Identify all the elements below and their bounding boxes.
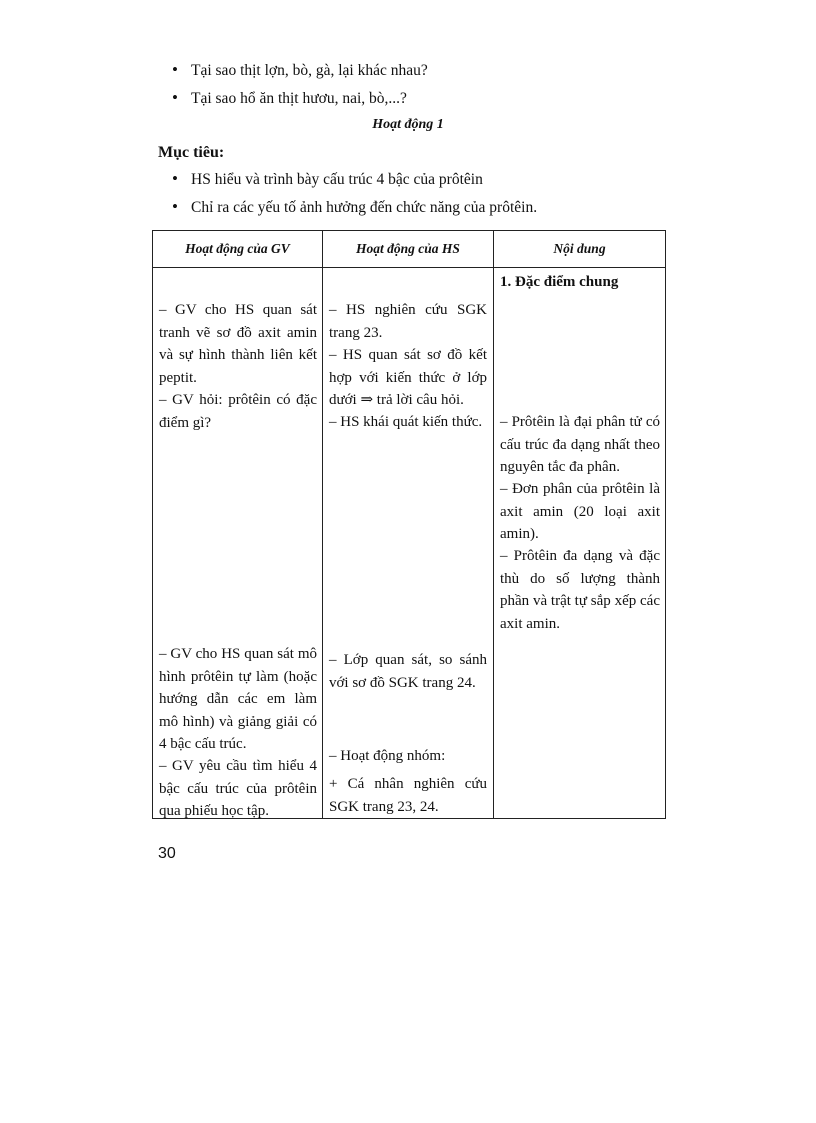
student-step: – Lớp quan sát, so sánh với sơ đồ SGK trang 24. xyxy=(329,652,487,691)
student-step: – Hoạt động nhóm: xyxy=(329,748,446,764)
teacher-step: – GV cho HS quan sát tranh vẽ sơ đồ axit amin và sự hình thành liên kết peptit. xyxy=(159,302,317,386)
objectives-list xyxy=(170,166,537,221)
section-heading: 1. Đặc điểm chung xyxy=(500,274,619,290)
header-teacher-activity: Hoạt động của GV xyxy=(153,231,323,268)
header-student-activity: Hoạt động của HS xyxy=(323,231,494,268)
teacher-step: – GV yêu cầu tìm hiểu 4 bậc cấu trúc của prôtêin qua phiếu học tập. xyxy=(159,758,317,819)
table-header-row xyxy=(153,231,666,268)
page-number: 30 xyxy=(158,845,176,862)
objective-item: • Chỉ ra các yếu tố ảnh hưởng đến chức năng của prôtêin. xyxy=(170,194,537,222)
objectives-label: Mục tiêu: xyxy=(158,144,225,161)
activity-table xyxy=(152,230,666,819)
student-activity-cell xyxy=(323,268,494,819)
content-point: – Prôtêin là đại phân tử có cấu trúc đa dạng nhất theo nguyên tắc đa phân. xyxy=(500,414,660,475)
content-point: – Đơn phân của prôtêin là axit amin (20 loại axit amin). xyxy=(500,481,660,542)
student-step: – HS khái quát kiến thức. xyxy=(329,414,483,430)
table-row xyxy=(153,268,666,819)
student-step: – HS quan sát sơ đồ kết hợp với kiến thức ở lớp dưới ⇒ trả lời câu hỏi. xyxy=(329,347,487,408)
intro-question-list xyxy=(170,57,428,112)
content-point: – Prôtêin đa dạng và đặc thù do số lượng thành phần và trật tự sắp xếp các axit amin. xyxy=(500,548,660,632)
teacher-activity-cell xyxy=(153,268,323,819)
content-cell xyxy=(494,268,666,819)
teacher-step: – GV cho HS quan sát mô hình prôtêin tự làm (hoặc hướng dẫn các em làm mô hình) và giảng giải có 4 bậc cấu trúc. xyxy=(159,646,317,752)
activity-title: Hoạt động 1 xyxy=(372,117,444,132)
intro-question: • Tại sao thịt lợn, bò, gà, lại khác nhau? xyxy=(170,57,428,85)
header-content: Nội dung xyxy=(494,231,666,268)
student-step: – HS nghiên cứu SGK trang 23. xyxy=(329,302,487,341)
student-step: + Cá nhân nghiên cứu SGK trang 23, 24. xyxy=(329,776,487,815)
intro-question: • Tại sao hổ ăn thịt hươu, nai, bò,...? xyxy=(170,85,428,113)
objective-item: • HS hiểu và trình bày cấu trúc 4 bậc của prôtêin xyxy=(170,166,537,194)
teacher-step: – GV hỏi: prôtêin có đặc điểm gì? xyxy=(159,392,317,431)
